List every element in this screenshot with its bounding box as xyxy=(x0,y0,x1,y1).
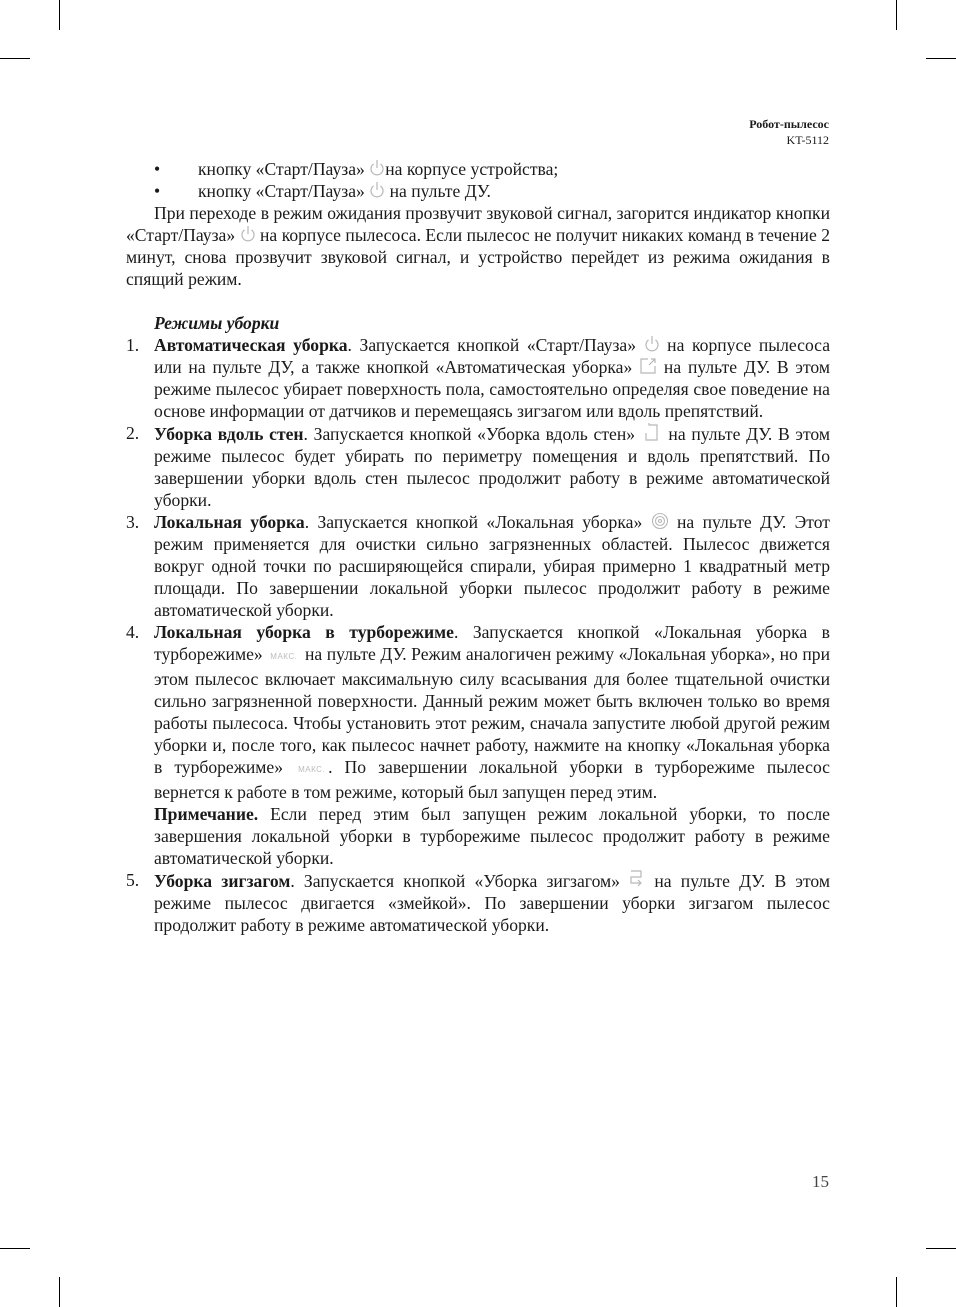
mode-title: Уборка зигзагом xyxy=(154,871,291,891)
zigzag-icon xyxy=(629,869,645,889)
spiral-icon xyxy=(651,512,669,530)
standby-paragraph: При переходе в режим ожидания прозвучит звуковой сигнал, загорится индикатор кнопки «Старт/Пауза» на корпусе пылесоса. Если пылесос не получит никаких команд в течение 2 минут, снова прозвучит звуковой сигнал, и устройство перейдет из режима ожидания в спящий режим. xyxy=(126,203,830,289)
list-number: 2. xyxy=(126,423,140,443)
bullet-text: кнопку «Старт/Пауза» xyxy=(198,159,370,179)
bullet-text: на корпусе устройства; xyxy=(385,159,559,179)
crop-mark xyxy=(896,1277,897,1307)
power-icon xyxy=(240,225,256,243)
list-number: 5. xyxy=(126,870,140,890)
mode-title: Автоматическая уборка xyxy=(154,335,348,355)
list-number: 4. xyxy=(126,622,140,642)
list-number: 1. xyxy=(126,335,140,355)
mode-title: Локальная уборка xyxy=(154,512,305,532)
mode-title: Локальная уборка в турборежиме xyxy=(154,622,454,642)
crop-mark xyxy=(926,58,956,59)
power-icon xyxy=(369,159,385,177)
header-model: KT-5112 xyxy=(786,133,829,147)
bullet-text: на пульте ДУ. xyxy=(385,181,491,201)
maks-icon: МАКС. xyxy=(298,765,326,774)
maks-icon: МАКС. xyxy=(270,652,298,661)
list-item: 2. Уборка вдоль стен. Запускается кнопкой «Уборка вдоль стен» на пульте ДУ. В этом режиме пылесос будет убирать по периметру помещения и вдоль препятствий. По завершении уборки вдоль стен пылесос продолжит работу в режиме автоматической уборки. xyxy=(126,423,831,510)
section-title: Режимы уборки xyxy=(154,313,280,333)
power-icon xyxy=(644,335,660,353)
modes-list xyxy=(126,869,830,936)
wall-follow-icon xyxy=(641,422,663,442)
mode-title: Уборка вдоль стен xyxy=(154,424,304,444)
crop-mark xyxy=(926,1248,956,1249)
bullet-item xyxy=(126,158,830,180)
bullet-marker: • xyxy=(154,159,161,179)
bullet-item xyxy=(126,180,830,202)
crop-mark xyxy=(59,1277,60,1307)
crop-mark xyxy=(896,0,897,30)
crop-mark xyxy=(59,0,60,30)
page-content xyxy=(126,158,830,936)
page-number: 15 xyxy=(812,1172,829,1191)
header-title: Робот-пылесос xyxy=(749,117,829,131)
list-item: 5. Уборка зигзагом. Запускается кнопкой «Уборка зигзагом» на пульте ДУ. В этом режиме пылесос двигается «змейкой». По завершении уборки зигзагом пылесос продолжит работу в режиме автоматической уборки. xyxy=(126,870,831,935)
page-header xyxy=(749,116,829,148)
auto-clean-icon xyxy=(639,357,657,375)
list-number: 3. xyxy=(126,512,140,532)
power-icon xyxy=(369,181,385,199)
crop-mark xyxy=(0,58,30,59)
list-item: 1. Автоматическая уборка. Запускается кнопкой «Старт/Пауза» на корпусе пылесоса или на пульте ДУ, а также кнопкой «Автоматическая уборка» на пульте ДУ. В этом режиме пылесос убирает поверхность пола, самостоятельно определяя свое поведение на основе информации от датчиков и перемещаясь зигзагом или вдоль препятствий. xyxy=(126,335,831,421)
note-label: Примечание. xyxy=(154,804,259,824)
modes-list xyxy=(126,334,830,803)
bullet-marker: • xyxy=(154,181,161,201)
bullet-text: кнопку «Старт/Пауза» xyxy=(198,181,370,201)
crop-mark xyxy=(0,1248,30,1249)
list-item: 3. Локальная уборка. Запускается кнопкой «Локальная уборка» на пульте ДУ. Этот режим применяется для очистки сильно загрязненных областей. Пылесос движется вокруг одной точки по расширяющейся спирали, убирая примерно 1 квадратный метр площади. По завершении локальной уборки пылесос продолжит работу в режиме автоматической уборки. xyxy=(126,512,830,620)
list-item: 4. Локальная уборка в турборежиме. Запускается кнопкой «Локальная уборка в турборежиме» МАКС. на пульте ДУ. Режим аналогичен режиму «Локальная уборка», но при этом пылесос включает максимальную силу всасывания для более тщательной очистки сильно загрязненной поверхности. Данный режим может быть включен только во время работы пылесоса. Чтобы установить этот режим, сначала запустите любой другой режим уборки и, после того, как пылесос начнет работу, нажмите на кнопку «Локальная уборка в турборежиме» МАКС. . По завершении локальной уборки в турборежиме пылесос вернется к работе в том режиме, который был запущен перед этим. xyxy=(126,622,830,802)
note-paragraph: Примечание. Если перед этим был запущен режим локальной уборки, то после завершения локальной уборки в турборежиме пылесос продолжит работу в режиме автоматической уборки. xyxy=(154,804,830,868)
